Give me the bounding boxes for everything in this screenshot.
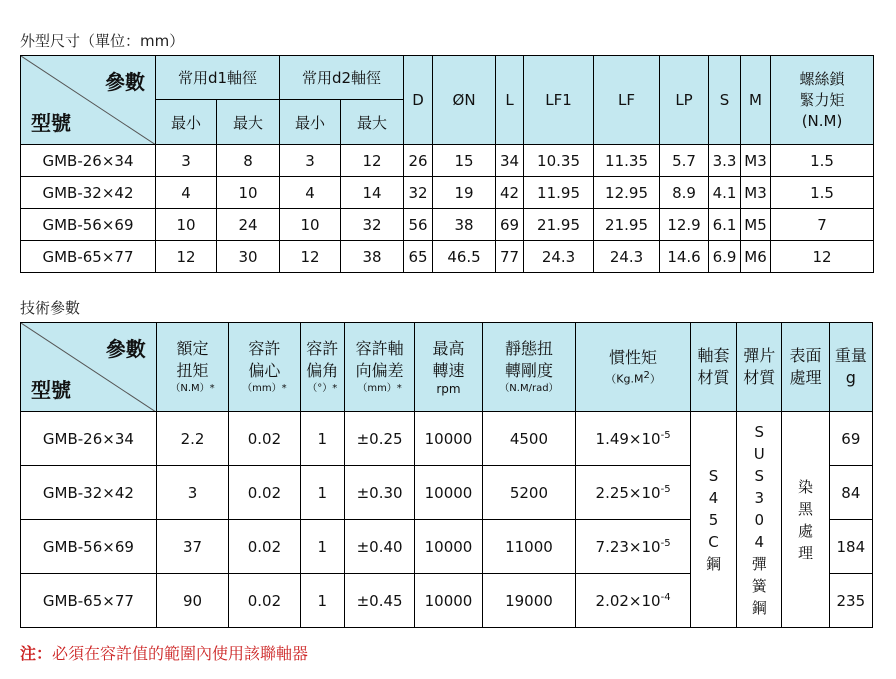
table-cell: 21.95 [594,209,660,241]
table-cell: 7 [771,209,874,241]
table-cell: 12 [341,145,404,177]
surface-cell [782,412,829,628]
table-cell: 4.1 [709,177,741,209]
table-cell: 14.6 [660,241,709,273]
header-axial [344,323,414,412]
surface-line-2: 處理 [789,368,822,387]
spring-material-cell-char: S [754,422,765,441]
torque-cell: 90 [156,574,228,628]
table-cell: 24 [217,209,280,241]
table-cell: M3 [741,145,771,177]
col-header-torque [771,56,874,145]
table-row [21,412,873,466]
hub-material-line-1: 軸套 [697,346,730,365]
d2-min-header: 最小 [280,100,341,145]
stiffness-cell: 11000 [482,520,576,574]
table-cell: 12.9 [660,209,709,241]
d1-max-header: 最大 [217,100,280,145]
table-cell: 10 [280,209,341,241]
inertia-exponent: -5 [660,483,671,495]
spring-material-cell-char: U [753,444,765,463]
corner-param-label: 參數 [105,70,145,94]
table-cell: 34 [496,145,524,177]
surface-cell-char: 染 [798,477,814,496]
table-cell: 10 [156,209,217,241]
torque-line-1: 螺絲鎖 [799,69,845,88]
header-hub-material [690,323,736,412]
axial-unit: （mm）* [357,383,402,394]
table-cell: 42 [496,177,524,209]
table-cell: 24.3 [594,241,660,273]
torque-cell: 2.2 [156,412,228,466]
torque-line-2: 緊力矩 [799,90,845,109]
table-cell: 69 [496,209,524,241]
axial-cell: ±0.40 [344,520,414,574]
col-header-m: M [741,56,771,145]
ecc-cell: 0.02 [229,466,300,520]
axial-cell: ±0.30 [344,466,414,520]
table-row [21,241,874,273]
d1-min-header: 最小 [156,100,217,145]
angle-cell: 1 [300,412,344,466]
stiffness-line-1: 靜態扭 [504,339,553,358]
stiffness-cell: 5200 [482,466,576,520]
table-cell: 11.95 [524,177,594,209]
speed-line-2: 轉速 [432,361,465,380]
table-cell: 12 [280,241,341,273]
axial-cell: ±0.25 [344,412,414,466]
ecc-cell: 0.02 [229,412,300,466]
inertia-unit-base: （Kg.M [605,372,644,386]
eccentric-line-2: 偏心 [248,361,281,380]
inertia-exponent: -5 [660,429,671,441]
inertia-base: 2.02×10 [595,591,661,610]
table-row [21,145,874,177]
table-cell: M5 [741,209,771,241]
ecc-cell: 0.02 [229,520,300,574]
inertia-cell [576,574,691,628]
header-inertia [576,323,691,412]
table-cell: 12 [156,241,217,273]
table-cell: 4 [156,177,217,209]
table-cell: 3 [280,145,341,177]
hub-material-cell [690,412,736,628]
table-row [21,209,874,241]
inertia-base: 2.25×10 [595,483,661,502]
table-cell: 1.5 [771,177,874,209]
inertia-cell [576,466,691,520]
table-cell: 26 [404,145,433,177]
weight-cell: 235 [829,574,872,628]
dimensions-header-row [21,56,874,100]
dimensions-corner-cell [21,56,156,145]
stiffness-line-2: 轉剛度 [504,361,553,380]
surface-line-1: 表面 [789,346,822,365]
col-header-lf1: LF1 [524,56,594,145]
table-row [21,177,874,209]
header-angle [300,323,344,412]
d1-group-header: 常用d1軸徑 [156,56,280,100]
hub-material-cell-char: 4 [708,488,719,507]
model-cell: GMB-26×34 [21,412,157,466]
weight-line-2: g [845,368,856,387]
hub-material-cell-char: S [708,466,719,485]
technical-header-row [21,323,873,412]
model-cell: GMB-56×69 [21,209,156,241]
speed-cell: 10000 [415,412,482,466]
inertia-cell [576,520,691,574]
spring-material-cell-char: 4 [754,532,765,551]
spring-material-cell-char: 鋼 [751,598,767,617]
surface-cell-char: 理 [798,543,814,562]
hub-material-cell-char: 5 [708,510,719,529]
d2-max-header: 最大 [341,100,404,145]
torque-cell: 3 [156,466,228,520]
spring-material-cell-char: 3 [754,488,765,507]
table-cell: 6.9 [709,241,741,273]
model-cell: GMB-56×69 [21,520,157,574]
col-header-l: L [496,56,524,145]
weight-cell: 184 [829,520,872,574]
table-cell: 32 [404,177,433,209]
table-cell: 14 [341,177,404,209]
table-cell: 56 [404,209,433,241]
speed-cell: 10000 [415,466,482,520]
spring-material-line-2: 材質 [743,368,776,387]
table-cell: 24.3 [524,241,594,273]
model-cell: GMB-65×77 [21,574,157,628]
axial-cell: ±0.45 [344,574,414,628]
table-cell: M6 [741,241,771,273]
header-speed [415,323,482,412]
surface-cell-char: 黑 [798,499,814,518]
spring-material-line-1: 彈片 [743,346,776,365]
stiffness-cell: 19000 [482,574,576,628]
inertia-unit [576,369,690,387]
rated-torque-line-1: 額定 [176,339,209,358]
technical-table [20,322,873,628]
stiffness-unit: （N.M/rad） [499,383,559,394]
inertia-exponent: -4 [660,591,671,603]
speed-unit: rpm [436,382,461,396]
table-cell: 38 [433,209,496,241]
table-cell: 10.35 [524,145,594,177]
header-rated-torque [156,323,228,412]
header-stiffness [482,323,576,412]
col-header-n: ØN [433,56,496,145]
d2-group-header: 常用d2軸徑 [280,56,404,100]
model-cell: GMB-26×34 [21,145,156,177]
speed-cell: 10000 [415,520,482,574]
axial-line-1: 容許軸 [355,339,404,358]
col-header-lp: LP [660,56,709,145]
table-cell: 11.35 [594,145,660,177]
corner-param-label: 參數 [105,337,146,361]
angle-line-2: 偏角 [306,361,339,380]
speed-line-1: 最高 [432,339,465,358]
spring-material-cell-char: S [754,466,765,485]
table-cell: 21.95 [524,209,594,241]
weight-cell: 69 [829,412,872,466]
table-cell: 30 [217,241,280,273]
speed-cell: 10000 [415,574,482,628]
angle-cell: 1 [300,574,344,628]
table-cell: 3.3 [709,145,741,177]
header-eccentric [229,323,300,412]
technical-body [21,412,873,628]
table-cell: 15 [433,145,496,177]
note-prefix: 注： [20,644,53,663]
header-surface [782,323,829,412]
col-header-d: D [404,56,433,145]
torque-cell: 37 [156,520,228,574]
table-cell: 10 [217,177,280,209]
hub-material-cell-char: C [708,532,719,551]
table-cell: 8.9 [660,177,709,209]
table-cell: 77 [496,241,524,273]
spring-material-cell-char: 彈 [751,554,767,573]
header-spring-material [737,323,782,412]
table-cell: 12 [771,241,874,273]
inertia-cell [576,412,691,466]
table-cell: 3 [156,145,217,177]
weight-line-1: 重量 [834,346,867,365]
inertia-unit-exp: 2 [643,370,650,382]
table-cell: 38 [341,241,404,273]
dimensions-body [21,145,874,273]
rated-torque-unit: （N.M）* [170,383,215,394]
table-cell: 8 [217,145,280,177]
rated-torque-line-2: 扭矩 [176,361,209,380]
table-cell: 65 [404,241,433,273]
model-cell: GMB-32×42 [21,466,157,520]
inertia-base: 7.23×10 [595,537,661,556]
angle-cell: 1 [300,520,344,574]
ecc-cell: 0.02 [229,574,300,628]
weight-cell: 84 [829,466,872,520]
corner-model-label: 型號 [31,378,71,402]
stiffness-cell: 4500 [482,412,576,466]
surface-cell-char: 處 [798,521,814,540]
dimensions-table [20,55,874,273]
table-cell: 1.5 [771,145,874,177]
usage-note [20,641,308,664]
table-cell: 12.95 [594,177,660,209]
table-cell: 46.5 [433,241,496,273]
spring-material-cell-char: 簧 [751,576,767,595]
technical-section-title: 技術參數 [20,299,81,317]
angle-unit: （°）* [307,383,338,394]
corner-model-label: 型號 [31,111,71,135]
hub-material-cell-char: 鋼 [706,554,722,573]
eccentric-line-1: 容許 [248,339,281,358]
table-cell: 4 [280,177,341,209]
model-cell: GMB-32×42 [21,177,156,209]
inertia-line-1: 慣性矩 [609,348,658,368]
hub-material-line-2: 材質 [697,368,730,387]
dimensions-section-title: 外型尺寸（單位：mm） [20,32,185,50]
axial-line-2: 向偏差 [355,361,404,380]
header-weight [829,323,872,412]
col-header-lf: LF [594,56,660,145]
model-cell: GMB-65×77 [21,241,156,273]
table-cell: 6.1 [709,209,741,241]
torque-line-3: (N.M) [801,111,843,130]
inertia-unit-close: ） [649,372,661,386]
eccentric-unit: （mm）* [242,383,287,394]
technical-corner-cell [21,323,157,412]
note-text: 必須在容許值的範圍內使用該聯軸器 [52,644,309,663]
col-header-s: S [709,56,741,145]
inertia-base: 1.49×10 [595,429,661,448]
table-cell: M3 [741,177,771,209]
table-cell: 19 [433,177,496,209]
spring-material-cell-char: 0 [754,510,765,529]
inertia-exponent: -5 [660,537,671,549]
angle-cell: 1 [300,466,344,520]
table-cell: 32 [341,209,404,241]
table-cell: 5.7 [660,145,709,177]
angle-line-1: 容許 [306,339,339,358]
spring-material-cell [737,412,782,628]
